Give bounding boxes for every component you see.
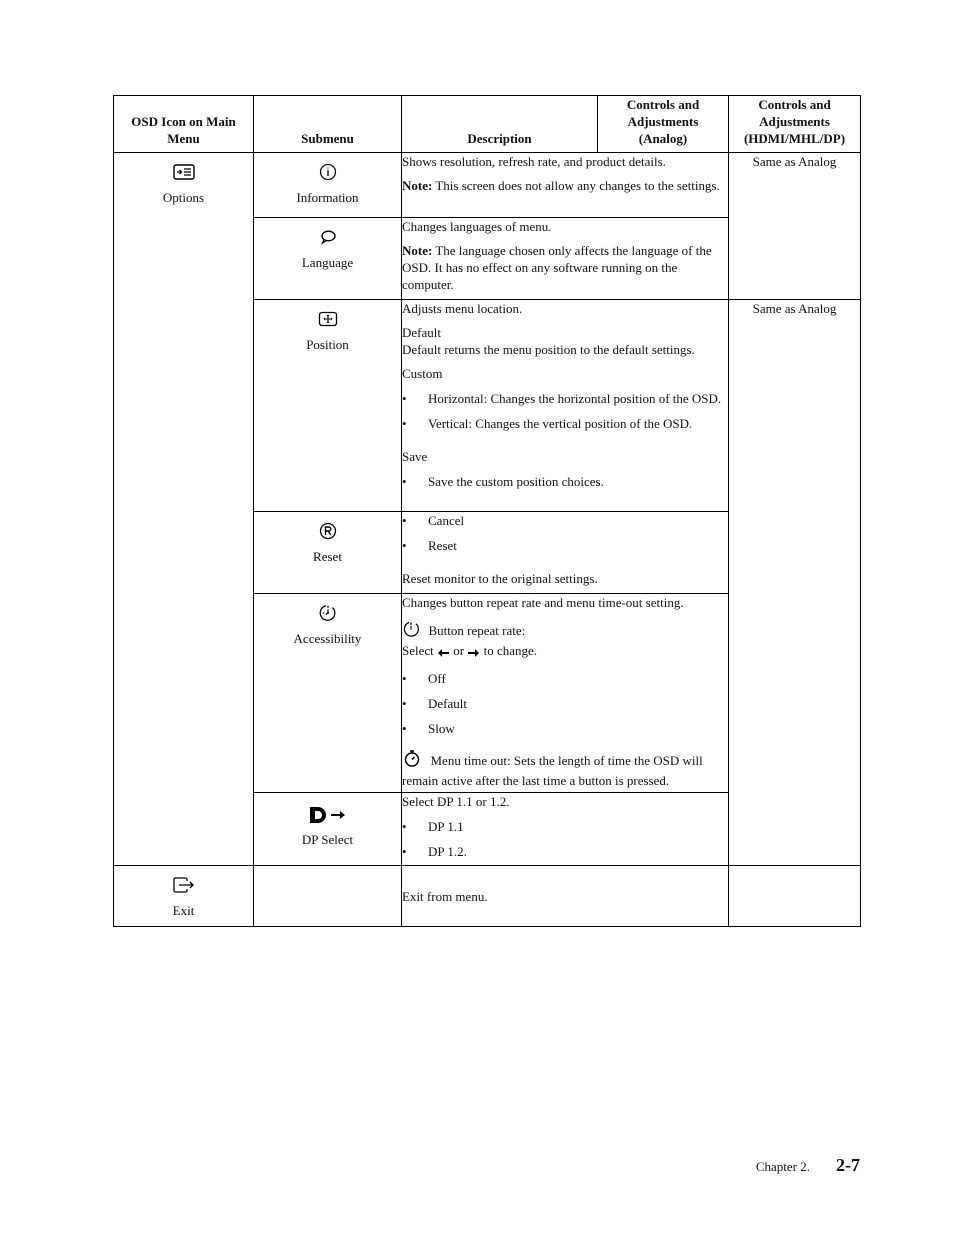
dp-select-icon bbox=[254, 805, 401, 825]
list-item: • Cancel bbox=[402, 513, 465, 528]
page-number: 2-7 bbox=[836, 1155, 860, 1175]
accessibility-icon bbox=[254, 603, 401, 623]
list-item: • DP 1.1 bbox=[402, 819, 464, 834]
info-icon bbox=[254, 162, 401, 182]
exit-digital-cell bbox=[729, 866, 861, 927]
note-text: This screen does not allow any changes to the settings. bbox=[432, 178, 720, 193]
list-item: • DP 1.2. bbox=[402, 844, 467, 859]
header-analog: Controls and Adjustments (Analog) bbox=[598, 96, 729, 153]
exit-submenu-cell bbox=[254, 866, 402, 927]
repeat-rate: Button repeat rate: bbox=[402, 621, 728, 642]
header-digital: Controls and Adjustments (HDMI/MHL/DP) bbox=[729, 96, 861, 153]
options-label: Options bbox=[162, 190, 205, 205]
list-item: • Save the custom position choices. bbox=[402, 474, 604, 489]
header-submenu: Submenu bbox=[254, 96, 402, 153]
reset-icon bbox=[254, 521, 401, 541]
reset-label: Reset bbox=[313, 549, 342, 564]
same-as-analog-cell: Same as Analog bbox=[729, 300, 861, 866]
list-item: • Reset bbox=[402, 538, 457, 553]
exit-icon bbox=[114, 875, 253, 895]
menu-timeout: Menu time out: Sets the length of time the OSD will remain active after the last time a button is pressed. bbox=[402, 749, 728, 789]
default-title: Default bbox=[402, 325, 441, 340]
note-label: Note: bbox=[402, 178, 433, 193]
header-description: Description bbox=[402, 96, 598, 153]
note-text: The language chosen only affects the language of the OSD. It has no effect on any software running on the computer. bbox=[402, 243, 712, 292]
position-label: Position bbox=[306, 337, 349, 352]
information-label: Information bbox=[296, 190, 359, 205]
default-text: Default returns the menu position to the default settings. bbox=[402, 342, 695, 357]
language-note bbox=[402, 242, 728, 293]
select-instruction: Select or to change. bbox=[402, 642, 728, 662]
chapter-label: Chapter 2. bbox=[755, 1159, 810, 1174]
language-cell bbox=[254, 218, 402, 300]
information-text: Shows resolution, refresh rate, and product details. bbox=[402, 154, 666, 169]
position-cell bbox=[254, 300, 402, 512]
arrow-left-icon bbox=[437, 645, 450, 662]
stopwatch-icon bbox=[402, 749, 424, 772]
list-item: • Default bbox=[402, 696, 467, 711]
information-note bbox=[402, 177, 728, 194]
same-as-analog-cell: Same as Analog bbox=[729, 153, 861, 300]
dp-select-description bbox=[402, 793, 729, 866]
position-icon bbox=[254, 309, 401, 329]
accessibility-text: Changes button repeat rate and menu time-out setting. bbox=[402, 595, 684, 610]
exit-label: Exit bbox=[172, 903, 195, 918]
dp-select-cell bbox=[254, 793, 402, 866]
reset-cell bbox=[254, 512, 402, 594]
save-title: Save bbox=[402, 449, 428, 464]
dp-select-text: Select DP 1.1 or 1.2. bbox=[402, 794, 510, 809]
table-row bbox=[114, 866, 861, 927]
position-text: Adjusts menu location. bbox=[402, 301, 523, 316]
osd-controls-table bbox=[113, 95, 861, 927]
accessibility-label: Accessibility bbox=[293, 631, 362, 646]
language-text: Changes languages of menu. bbox=[402, 219, 552, 234]
page-footer bbox=[756, 1155, 860, 1176]
accessibility-description bbox=[402, 594, 729, 793]
table-header-row bbox=[114, 96, 861, 153]
position-description bbox=[402, 300, 729, 512]
table-row bbox=[114, 153, 861, 218]
language-label: Language bbox=[301, 255, 354, 270]
language-description bbox=[402, 218, 729, 300]
list-item: • Off bbox=[402, 671, 446, 686]
list-item: • Horizontal: Changes the horizontal position of the OSD. bbox=[402, 391, 722, 406]
speech-bubble-icon bbox=[254, 227, 401, 247]
options-icon bbox=[114, 162, 253, 182]
information-cell bbox=[254, 153, 402, 218]
reset-text: Reset monitor to the original settings. bbox=[402, 571, 598, 586]
options-cell bbox=[114, 153, 254, 866]
dp-select-label: DP Select bbox=[301, 832, 354, 847]
reset-description bbox=[402, 512, 729, 594]
timer-icon bbox=[402, 621, 422, 642]
header-icon: OSD Icon on Main Menu bbox=[114, 96, 254, 153]
custom-title: Custom bbox=[402, 366, 443, 381]
exit-cell bbox=[114, 866, 254, 927]
accessibility-cell bbox=[254, 594, 402, 793]
exit-description: Exit from menu. bbox=[402, 866, 729, 927]
list-item: • Slow bbox=[402, 721, 455, 736]
information-description bbox=[402, 153, 729, 218]
list-item: • Vertical: Changes the vertical position of the OSD. bbox=[402, 416, 693, 431]
note-label: Note: bbox=[402, 243, 433, 258]
arrow-right-icon bbox=[467, 645, 480, 662]
